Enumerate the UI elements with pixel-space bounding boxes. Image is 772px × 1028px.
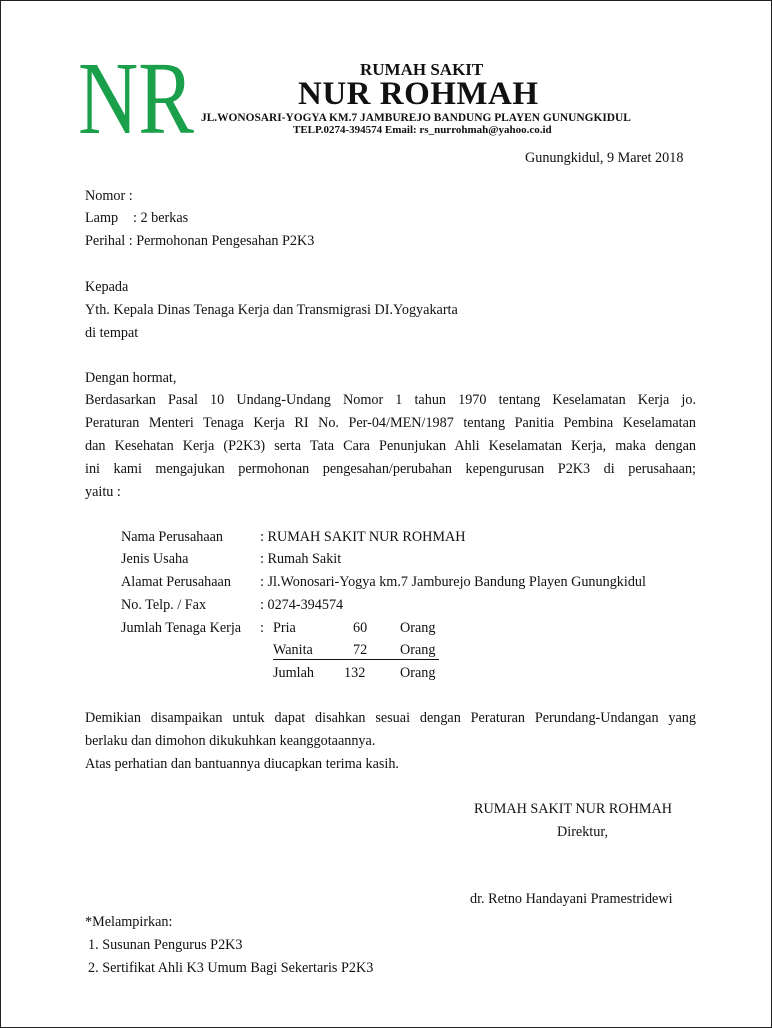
- closing-line-1: Demikian disampaikan untuk dapat disahkan sesuai dengan Peraturan Perundang-Undangan yang: [85, 710, 696, 726]
- worker-unit-wanita: Orang: [400, 642, 436, 658]
- telp-value: : 0274-394574: [260, 597, 344, 613]
- nomor-line: Nomor :: [85, 188, 133, 204]
- hospital-logo: [78, 41, 196, 156]
- body-line-2: Peraturan Menteri Tenaga Kerja RI No. Per-04/MEN/1987 tentang Panitia Pembina Keselamatan: [85, 415, 696, 431]
- letterhead-address: JL.WONOSARI-YOGYA KM.7 JAMBUREJO BANDUNG PLAYEN GUNUNGKIDUL: [201, 112, 631, 124]
- closing-line-3: Atas perhatian dan bantuannya diucapkan terima kasih.: [85, 756, 399, 772]
- worker-label-jumlah: Jumlah: [273, 665, 314, 681]
- signature-name: dr. Retno Handayani Pramestridewi: [470, 891, 673, 907]
- body-line-5: yaitu :: [85, 484, 121, 500]
- letterhead-name: NUR ROHMAH: [298, 76, 539, 112]
- kepada-line: Kepada: [85, 279, 129, 295]
- attachment-item-1: 1. Susunan Pengurus P2K3: [88, 937, 243, 953]
- nama-label: Nama Perusahaan: [121, 529, 224, 545]
- alamat-value: : Jl.Wonosari-Yogya km.7 Jamburejo Bandung Playen Gunungkidul: [260, 574, 646, 590]
- jenis-label: Jenis Usaha: [121, 551, 189, 567]
- nama-value: : RUMAH SAKIT NUR ROHMAH: [260, 529, 466, 545]
- signature-title: Direktur,: [557, 824, 609, 840]
- body-line-3: dan Kesehatan Kerja (P2K3) serta Tata Cara Penunjukan Ahli Keselamatan Kerja, maka dengan: [85, 438, 696, 454]
- tempat-line: di tempat: [85, 325, 139, 341]
- jumlah-colon: :: [260, 620, 264, 636]
- letterhead-rumah-sakit: RUMAH SAKIT: [360, 60, 484, 79]
- logo-text: NR: [78, 41, 195, 156]
- worker-unit-jumlah: Orang: [400, 665, 436, 681]
- jumlah-label: Jumlah Tenaga Kerja: [121, 620, 242, 636]
- worker-count-wanita: 72: [353, 642, 368, 658]
- perihal-line: Perihal : Permohonan Pengesahan P2K3: [85, 233, 315, 249]
- lamp-label: Lamp: [85, 210, 119, 226]
- attachments-heading: *Melampirkan:: [85, 914, 173, 930]
- closing-line-2: berlaku dan dimohon dikukuhkan keanggotaannya.: [85, 733, 376, 749]
- jenis-value: : Rumah Sakit: [260, 551, 342, 567]
- attachment-item-2: 2. Sertifikat Ahli K3 Umum Bagi Sekertaris P2K3: [88, 960, 374, 976]
- worker-label-pria: Pria: [273, 620, 296, 636]
- date-line: Gunungkidul, 9 Maret 2018: [525, 150, 684, 166]
- worker-label-wanita: Wanita: [273, 642, 313, 658]
- worker-unit-pria: Orang: [400, 620, 436, 636]
- body-line-4: ini kami mengajukan permohonan pengesahan/perubahan kepengurusan P2K3 di perusahaan;: [85, 461, 696, 477]
- telp-label: No. Telp. / Fax: [121, 597, 207, 613]
- letterhead-contact: TELP.0274-394574 Email: rs_nurrohmah@yahoo.co.id: [293, 124, 552, 136]
- lamp-value: : 2 berkas: [133, 210, 189, 226]
- worker-count-pria: 60: [353, 620, 368, 636]
- signature-org: RUMAH SAKIT NUR ROHMAH: [474, 801, 672, 817]
- recipient-line: Yth. Kepala Dinas Tenaga Kerja dan Transmigrasi DI.Yogyakarta: [85, 302, 458, 318]
- body-line-1: Berdasarkan Pasal 10 Undang-Undang Nomor 1 tahun 1970 tentang Keselamatan Kerja jo.: [85, 392, 696, 408]
- alamat-label: Alamat Perusahaan: [121, 574, 231, 590]
- sum-underline: [273, 659, 439, 660]
- worker-count-jumlah: 132: [344, 665, 366, 681]
- salutation: Dengan hormat,: [85, 370, 177, 386]
